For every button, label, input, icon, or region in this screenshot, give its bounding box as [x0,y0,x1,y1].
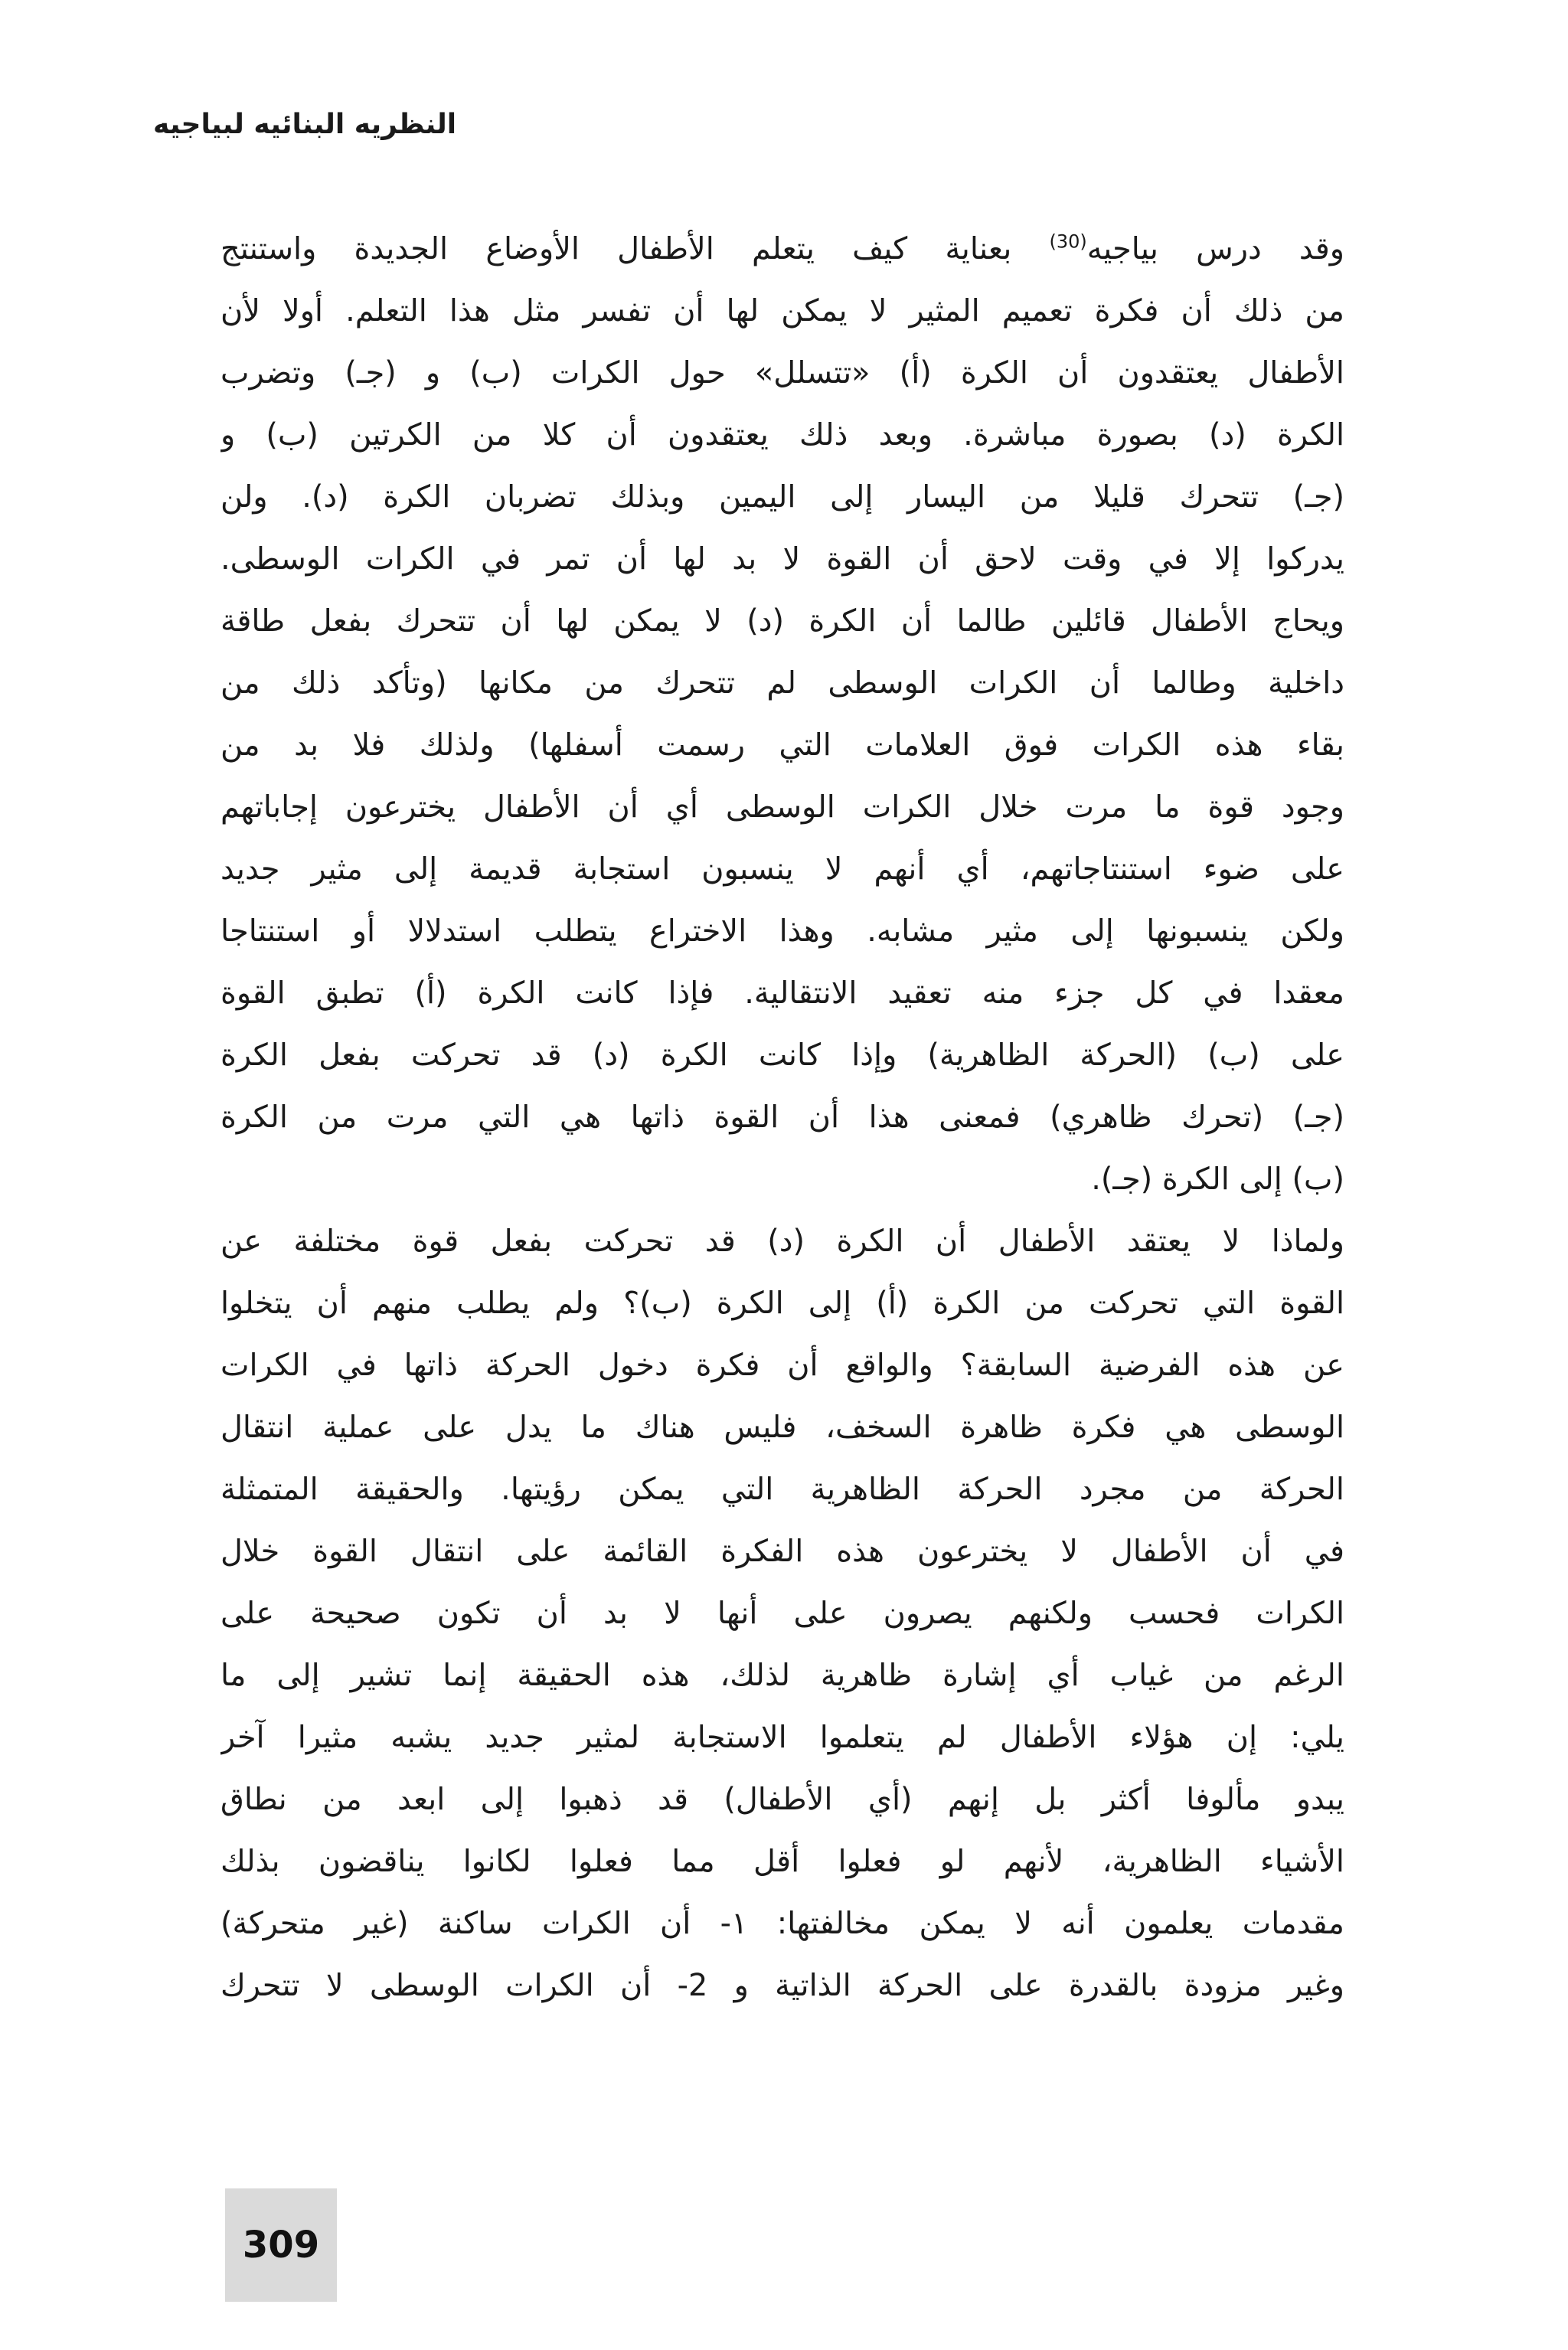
text-line [220,218,1344,280]
text-line: يدركوا إلا في وقت لاحق أن القوة لا بد لها أن تمر في الكرات الوسطى. [220,541,1344,577]
text-line: ويحاج الأطفال قائلين طالما أن الكرة (د) لا يمكن لها أن تتحرك بفعل طاقة [220,603,1344,639]
body-text [220,218,1344,2017]
paragraph-1 [220,218,1344,1211]
text-line: الأشياء الظاهرية، لأنهم لو فعلوا أقل مما فعلوا لكانوا يناقضون بذلك [220,1844,1344,1879]
text-line: مقدمات يعلمون أنه لا يمكن مخالفتها: ١- أن الكرات ساكنة (غير متحركة) [220,1906,1344,1941]
text-line: داخلية وطالما أن الكرات الوسطى لم تتحرك من مكانها (وتأكد ذلك من [220,665,1344,701]
paragraph-2 [220,1211,1344,2017]
footnote-reference[interactable]: (30) [1049,230,1087,253]
text-line-tail: بعناية كيف يتعلم الأطفال الأوضاع الجديدة واستنتج [220,231,1050,266]
text-line: بقاء هذه الكرات فوق العلامات التي رسمت أسفلها) ولذلك فلا بد من [220,727,1344,763]
text-line: معقدا في كل جزء منه تعقيد الانتقالية. فإذا كانت الكرة (أ) تطبق القوة [220,976,1344,1011]
text-line: عن هذه الفرضية السابقة؟ والواقع أن فكرة دخول الحركة ذاتها في الكرات [220,1348,1344,1383]
text-line: ولكن ينسبونها إلى مثير مشابه. وهذا الاختراع يتطلب استدلالا أو استنتاجا [220,914,1344,949]
text-line: يلي: إن هؤلاء الأطفال لم يتعلموا الاستجابة لمثير جديد يشبه مثيرا آخر [220,1720,1344,1755]
text-line: (جـ) (تحرك ظاهري) فمعنى هذا أن القوة ذاتها هي التي مرت من الكرة [220,1100,1344,1135]
text-line: من ذلك أن فكرة تعميم المثير لا يمكن لها أن تفسر مثل هذا التعلم. أولا لأن [220,293,1344,328]
text-line: (ب) إلى الكرة (جـ). [1091,1162,1344,1197]
text-line: الوسطى هي فكرة ظاهرة السخف، فليس هناك ما يدل على عملية انتقال [220,1410,1344,1445]
text-line: على ضوء استنتاجاتهم، أي أنهم لا ينسبون استجابة قديمة إلى مثير جديد [220,851,1344,887]
text-line: يبدو مألوفا أكثر بل إنهم (أي الأطفال) قد ذهبوا إلى ابعد من نطاق [220,1782,1344,1817]
text-line: على (ب) (الحركة الظاهرية) وإذا كانت الكرة (د) قد تحركت بفعل الكرة [220,1038,1344,1073]
text-line: الحركة من مجرد الحركة الظاهرية التي يمكن رؤيتها. والحقيقة المتمثلة [220,1472,1344,1507]
text-line-head: وقد درس بياجيه [1086,231,1344,266]
text-line: ولماذا لا يعتقد الأطفال أن الكرة (د) قد تحركت بفعل قوة مختلفة عن [220,1224,1344,1259]
text-line: في أن الأطفال لا يخترعون هذه الفكرة القائمة على انتقال القوة خلال [220,1534,1344,1569]
text-line: الكرة (د) بصورة مباشرة. وبعد ذلك يعتقدون أن كلا من الكرتين (ب) و [220,417,1344,453]
text-line: وغير مزودة بالقدرة على الحركة الذاتية و 2- أن الكرات الوسطى لا تتحرك [220,1968,1344,2003]
text-line: الأطفال يعتقدون أن الكرة (أ) «تتسلل» حول الكرات (ب) و (جـ) وتضرب [220,355,1344,391]
text-line: وجود قوة ما مرت خلال الكرات الوسطى أي أن الأطفال يخترعون إجاباتهم [220,789,1344,825]
text-line: الرغم من غياب أي إشارة ظاهرية لذلك، هذه الحقيقة إنما تشير إلى ما [220,1658,1344,1693]
running-header: النظريه البنائيه لبياجيه [153,109,457,140]
text-line: القوة التي تحركت من الكرة (أ) إلى الكرة (ب)؟ ولم يطلب منهم أن يتخلوا [220,1286,1344,1321]
page-number: 309 [225,2188,337,2302]
text-line: (جـ) تتحرك قليلا من اليسار إلى اليمين وبذلك تضربان الكرة (د). ولن [220,479,1344,515]
text-line: الكرات فحسب ولكنهم يصرون على أنها لا بد أن تكون صحيحة على [220,1596,1344,1631]
